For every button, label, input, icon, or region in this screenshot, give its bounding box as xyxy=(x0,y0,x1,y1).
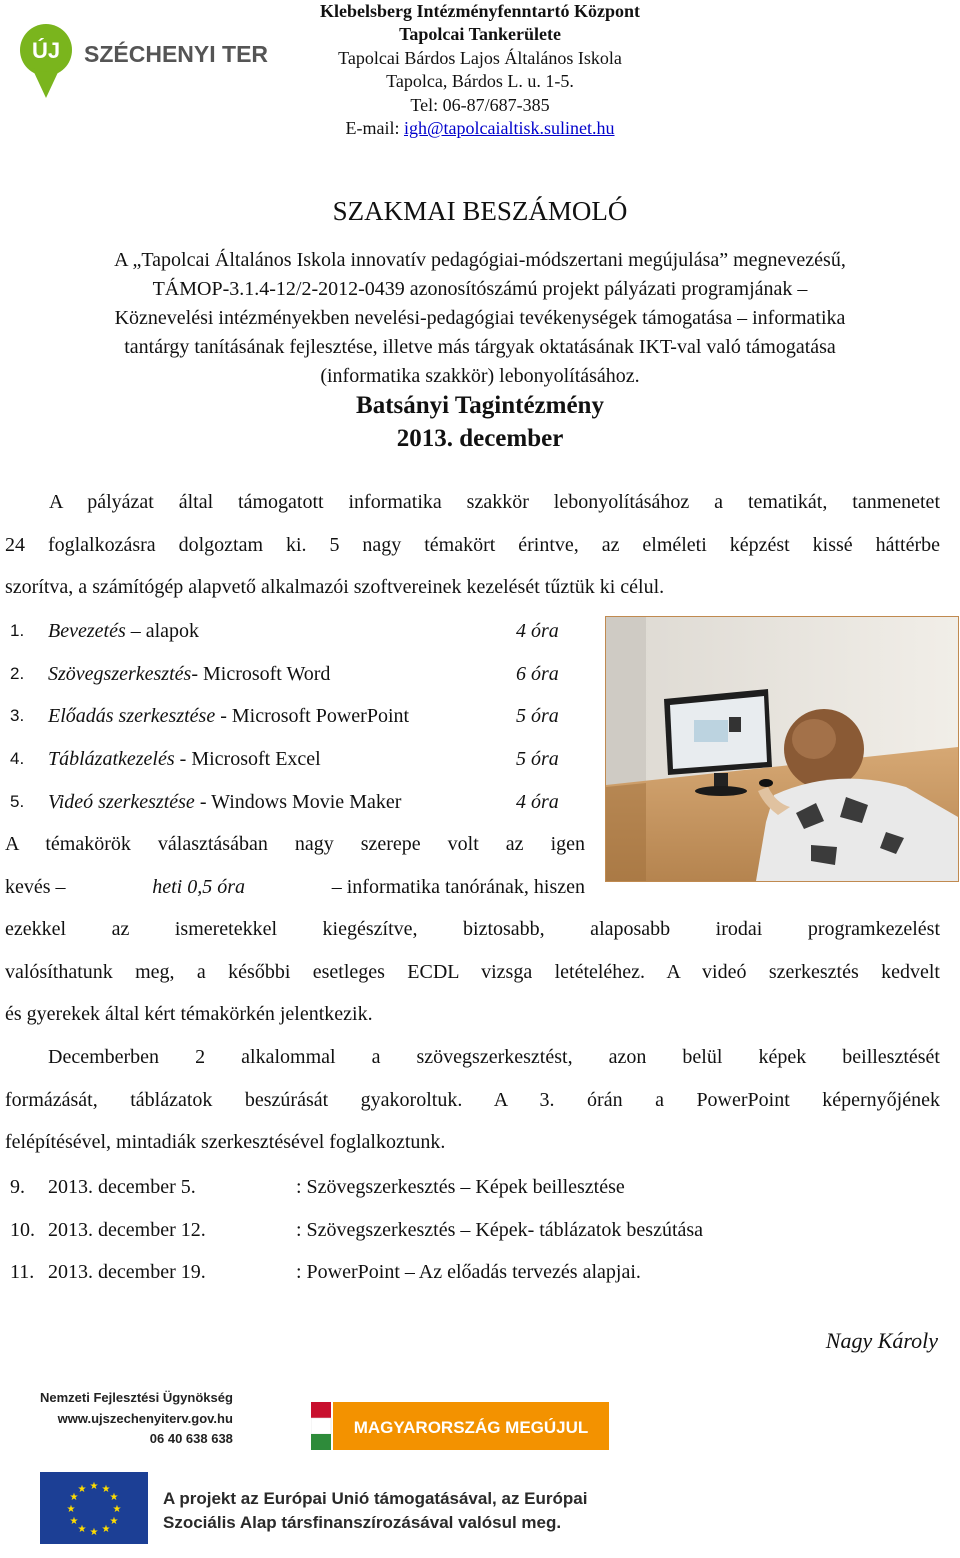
schedule-date: 2013. december 19. xyxy=(48,1261,206,1283)
svg-text:★: ★ xyxy=(66,1504,76,1515)
schedule-num: 9. xyxy=(10,1176,25,1198)
intro-line-3: Köznevelési intézményekben nevelési-pedagógiai tevékenységek támogatása – informatika xyxy=(114,307,846,329)
paragraph-2-line-1: A témakörök választásában nagy szerepe volt az igen xyxy=(5,833,585,855)
svg-text:★: ★ xyxy=(112,1504,122,1515)
header-org: Klebelsberg Intézményfenntartó Központ xyxy=(320,1,640,21)
schedule-num: 10. xyxy=(10,1219,35,1241)
eu-funding-line-2: Szociális Alap társfinanszírozásával valósul meg. xyxy=(163,1513,562,1532)
paragraph-3-line-2: formázását, táblázatok beszúrását gyakoroltuk. A 3. órán a PowerPoint képernyőjének xyxy=(5,1088,940,1111)
topic-hours: 6 óra xyxy=(516,663,559,685)
paragraph-3-line-3: felépítésével, mintadiák szerkesztésével foglalkoztunk. xyxy=(5,1131,446,1154)
topic-number: 1. xyxy=(10,621,25,640)
topic-hours: 5 óra xyxy=(516,748,559,770)
paragraph-1 xyxy=(5,481,940,609)
intro-line-1: A „Tapolcai Általános Iskola innovatív pedagógiai-módszertani megújulása” megnevezésű, xyxy=(114,249,846,271)
footer-agency-block xyxy=(40,1388,233,1449)
paragraph-3-line-1: Decemberben 2 alkalommal a szövegszerkesztést, azon belül képek beillesztését xyxy=(48,1046,940,1068)
flag-green-stripe xyxy=(311,1434,331,1450)
svg-text:★: ★ xyxy=(109,1492,119,1503)
svg-text:★: ★ xyxy=(69,1516,79,1527)
email-label: E-mail: xyxy=(345,118,404,138)
topic-title: Előadás szerkesztése xyxy=(48,705,216,727)
flag-white-stripe xyxy=(311,1418,331,1434)
topic-hours: 5 óra xyxy=(516,705,559,727)
intro-line-2: TÁMOP-3.1.4-12/2-2012-0439 azonosítószámú projekt pályázati programjának – xyxy=(152,278,808,300)
weekly-hours: heti 0,5 óra xyxy=(152,875,246,898)
topic-subtitle: – alapok xyxy=(125,620,200,642)
topic-number: 4. xyxy=(10,749,25,768)
header-email-line xyxy=(0,117,960,141)
topic-title: Táblázatkezelés xyxy=(48,748,175,770)
topic-title: Szövegszerkesztés xyxy=(48,663,192,685)
paragraph-1-line-1: A pályázat által támogatott informatika szakkör lebonyolításához a tematikát, tanmenetet xyxy=(49,491,940,513)
logo-prefix: ÚJ xyxy=(31,38,61,63)
schedule-num: 11. xyxy=(10,1261,35,1283)
schedule-topic: : PowerPoint – Az előadás tervezés alapjai. xyxy=(296,1261,641,1283)
paragraph-2-line-2: kevés – heti 0,5 óra – informatika tanórának, hiszen xyxy=(5,866,585,909)
magyarorszag-megujul-banner xyxy=(311,1402,609,1450)
banner-text: MAGYARORSZÁG MEGÚJUL xyxy=(353,1418,589,1437)
eu-funding-line-1: A projekt az Európai Unió támogatásával, az Európai xyxy=(163,1489,588,1508)
eu-flag-icon xyxy=(40,1472,148,1544)
schedule-date: 2013. december 12. xyxy=(48,1219,206,1241)
svg-text:★: ★ xyxy=(77,1524,87,1535)
paragraph-1-line-3: szorítva, a számítógép alapvető alkalmazói szoftvereinek kezelését tűztük ki célul. xyxy=(5,576,665,599)
paragraph-3 xyxy=(5,1036,940,1164)
topic-hours: 4 óra xyxy=(516,620,559,642)
topic-hours: 4 óra xyxy=(516,791,559,813)
header-school: Tapolcai Bárdos Lajos Általános Iskola xyxy=(338,48,622,68)
footer-web: www.ujszechenyiterv.gov.hu xyxy=(57,1411,233,1426)
topic-subtitle: - Microsoft PowerPoint xyxy=(215,705,410,727)
paragraph-2-narrow xyxy=(5,823,585,908)
paragraph-2-line-4: valósíthatunk meg, a későbbi esetleges ECDL vizsga letételéhez. A videó szerkesztés kedvelt xyxy=(5,960,940,983)
svg-text:★: ★ xyxy=(109,1516,119,1527)
signature: Nagy Károly xyxy=(825,1328,938,1353)
institution-name: Batsányi Tagintézmény xyxy=(356,392,604,419)
topic-number: 5. xyxy=(10,792,25,811)
report-date: 2013. december xyxy=(396,425,564,452)
svg-text:★: ★ xyxy=(101,1484,111,1495)
paragraph-2-wide xyxy=(5,908,940,1036)
schedule-topic: : Szövegszerkesztés – Képek beillesztése xyxy=(296,1176,625,1198)
topic-title: Videó szerkesztése xyxy=(48,791,195,813)
footer-agency: Nemzeti Fejlesztési Ügynökség xyxy=(40,1390,233,1405)
paragraph-1-line-2: 24 foglalkozásra dolgoztam ki. 5 nagy témakört érintve, az elméleti képzést kissé háttérbe xyxy=(5,533,940,556)
header-phone: Tel: 06-87/687-385 xyxy=(410,95,550,115)
schedule-topic: : Szövegszerkesztés – Képek- táblázatok beszútása xyxy=(296,1219,704,1241)
document-title: SZAKMAI BESZÁMOLÓ xyxy=(332,196,628,226)
student-computer-photo xyxy=(605,616,959,882)
paragraph-2-line-3: ezekkel az ismeretekkel kiegészítve, biztosabb, alaposabb irodai programkezelést xyxy=(5,918,940,940)
svg-text:★: ★ xyxy=(77,1484,87,1495)
header-address: Tapolca, Bárdos L. u. 1-5. xyxy=(386,71,574,91)
svg-text:★: ★ xyxy=(101,1524,111,1535)
intro-line-5: (informatika szakkör) lebonyolításához. xyxy=(320,365,640,387)
svg-text:★: ★ xyxy=(89,1481,99,1492)
svg-text:★: ★ xyxy=(69,1492,79,1503)
footer-phone: 06 40 638 638 xyxy=(149,1431,233,1446)
paragraph-2-line-5: és gyerekek által kért témakörkén jelentkezik. xyxy=(5,1003,373,1026)
topic-subtitle: - Microsoft Excel xyxy=(174,748,321,770)
email-link[interactable]: igh@tapolcaialtisk.sulinet.hu xyxy=(403,118,615,138)
svg-text:★: ★ xyxy=(89,1527,99,1538)
schedule-date: 2013. december 5. xyxy=(48,1176,196,1198)
topic-title: Bevezetés xyxy=(48,620,126,642)
logo-text: SZÉCHENYI TERV xyxy=(84,41,268,67)
intro-line-4: tantárgy tanításának fejlesztése, illetve más tárgyak oktatásának IKT-val való támogatása xyxy=(124,336,836,358)
flag-red-stripe xyxy=(311,1402,331,1418)
header-district: Tapolcai Tankerülete xyxy=(399,24,561,44)
topic-subtitle: - Windows Movie Maker xyxy=(194,791,402,813)
topic-number: 2. xyxy=(10,664,25,683)
eu-funding-statement xyxy=(163,1487,587,1535)
topic-subtitle: - Microsoft Word xyxy=(191,663,331,685)
topic-number: 3. xyxy=(10,706,25,725)
